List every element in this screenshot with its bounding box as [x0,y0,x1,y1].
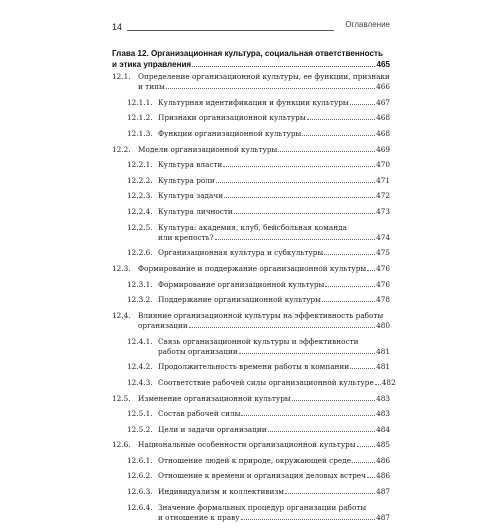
section-title-line: Культура власти [158,160,223,170]
section-page-number: 482 [381,377,396,387]
section-title [138,440,390,450]
section-number: 12.4.3. [127,377,153,387]
section-number: 12.4.1. [127,336,153,346]
dot-leader [357,446,375,447]
dot-leader [239,353,375,354]
section-number: 12.5.2. [127,424,153,434]
toc-entry[interactable] [112,207,390,217]
section-title-line: Отношение к времени и организация деловых встреч [158,471,366,481]
toc-entry[interactable] [112,98,390,108]
section-title-line: Национальные особенности организационной культуры [138,440,356,450]
section-page-number: 468 [376,128,390,138]
section-title-line: работы организации [158,346,238,356]
section-page-number: 466 [376,82,390,92]
dot-leader [241,415,375,416]
section-page-number: 474 [376,232,390,242]
section-title [158,456,390,466]
section-title [138,311,390,331]
toc-entry[interactable] [112,191,390,201]
section-number: 12.2.1. [127,160,153,170]
section-title-line: Культура задачи [158,191,224,201]
chapter-heading[interactable] [112,49,390,70]
toc-entry[interactable] [112,471,390,481]
section-number: 12.1.1. [127,97,153,107]
section-title-line: организации [138,320,188,330]
section-page-number: 476 [376,279,390,289]
dot-leader [375,384,381,385]
section-number: 12.5.1. [127,409,153,419]
section-title [138,394,390,404]
toc-entry[interactable] [112,72,390,92]
section-title-line: Функции организационной культуры [158,128,302,138]
toc-entry[interactable] [112,362,390,372]
dot-leader [322,301,375,302]
section-title [138,145,390,155]
section-page-number: 469 [376,144,390,154]
section-page-number: 481 [376,362,390,372]
section-title-line: и типы [138,82,165,92]
section-page-number: 480 [376,320,390,330]
section-title-line: Организационная культура и субкультуры [158,248,324,258]
header-rule [127,30,334,31]
section-title-line: Определение организационной культуры, ее функции, признаки [138,72,390,81]
section-title [158,503,390,523]
dot-leader [224,197,375,198]
toc-entry[interactable] [112,176,390,186]
dot-leader [350,104,375,105]
section-number: 12.2.4. [127,206,153,216]
toc-entry[interactable] [112,129,390,139]
section-page-number: 486 [376,471,390,481]
section-title [158,160,390,170]
dot-leader [324,254,375,255]
section-page-number: 472 [376,191,390,201]
dot-leader [189,327,375,328]
section-number: 12.5. [112,393,131,403]
section-page-number: 468 [376,113,390,123]
toc-entry[interactable] [112,311,390,331]
dot-leader [216,182,375,183]
section-number: 12.4. [112,310,131,320]
page-header [112,18,390,34]
section-page-number: 467 [376,97,390,107]
section-page-number: 471 [376,175,390,185]
section-title [158,248,390,258]
section-title [158,487,390,497]
section-title [158,191,390,201]
section-title-line: Связь организационной культуры и эффективности [158,336,359,346]
section-page-number: 484 [376,424,390,434]
toc-entry[interactable] [112,425,390,435]
dot-leader [367,477,375,478]
section-number: 12.6. [112,440,131,450]
dot-leader [285,493,375,494]
section-title-line: Признаки организационной культуры [158,113,306,123]
section-page-number: 476 [376,263,390,273]
section-title [158,129,390,139]
dot-leader [292,400,375,401]
toc-entry[interactable] [112,295,390,305]
section-title-line: Влияние организационной культуры на эффективность работы [138,310,384,320]
section-page-number: 475 [376,248,390,258]
toc-entry[interactable] [112,160,390,170]
toc-entry[interactable] [112,487,390,497]
dot-leader [350,368,375,369]
section-page-number: 486 [376,455,390,465]
toc-entry[interactable] [112,409,390,419]
section-number: 12.2.3. [127,191,153,201]
section-number: 12.2. [112,144,131,154]
section-title [158,425,390,435]
section-page-number: 487 [376,487,390,497]
section-number: 12.3. [112,263,131,273]
toc-entry[interactable] [112,223,390,243]
section-title-line: Культурная идентификация и функции культуры [158,97,349,107]
running-head: Оглавление [345,20,390,29]
section-page-number: 473 [376,206,390,216]
toc-entry[interactable] [112,394,390,404]
section-number: 12.6.3. [127,487,153,497]
section-title-line: Значение формальных процедур организации работы [158,502,367,512]
section-page-number: 481 [376,346,390,356]
section-number: 12.6.2. [127,471,153,481]
toc-entry[interactable] [112,503,390,523]
section-title [158,223,390,243]
dot-leader [215,239,376,240]
toc-entry[interactable] [112,456,390,466]
section-title [158,280,390,290]
section-title-line: Модели организационной культуры [138,144,278,154]
section-number: 12.3.1. [127,279,153,289]
section-number: 12.6.4. [127,502,153,512]
section-number: 12.2.5. [127,222,153,232]
section-title-line: Индивидуализм и коллективизм [158,487,284,497]
section-page-number: 478 [376,295,390,305]
section-number: 12.1. [112,72,131,81]
section-title-line: Формирование и поддержание организационной культуры [138,263,367,273]
toc-entry[interactable] [112,113,390,123]
dot-leader [307,119,375,120]
section-title [158,98,390,108]
dot-leader [367,270,375,271]
section-title [138,264,390,274]
section-number: 12.2.2. [127,175,153,185]
toc-list [112,72,396,528]
dot-leader [352,462,375,463]
section-number: 12.6.1. [127,455,153,465]
section-title-line: Состав рабочей силы [158,409,241,419]
section-title-line: Формирование организационной культуры [158,279,325,289]
section-title [158,471,390,481]
toc-entry[interactable] [112,440,390,450]
dot-leader [241,519,376,520]
section-number: 12.2.6. [127,248,153,258]
section-number: 12.1.2. [127,113,153,123]
section-page-number: 485 [376,440,390,450]
section-title [158,362,390,372]
section-title [158,409,390,419]
section-title [158,176,390,186]
section-title-line: Изменение организационной культуры [138,393,291,403]
section-title-line: и отношение к праву [158,512,240,522]
section-page-number: 483 [376,409,390,419]
toc-entry[interactable] [112,337,390,357]
section-number: 12.4.2. [127,362,153,372]
section-title-line: Поддержание организационной культуры [158,295,321,305]
dot-leader [278,151,375,152]
section-title-line: Культура роли [158,175,215,185]
toc-entry[interactable] [112,264,390,274]
section-title-line: Культура: академия, клуб, бейсбольная команда [158,222,347,232]
section-title [158,113,390,123]
section-title-line: или крепость? [158,232,214,242]
section-title [158,207,390,217]
toc-entry[interactable] [112,145,390,155]
dot-leader [223,166,375,167]
section-number: 12.3.2. [127,295,153,305]
section-title-line: Культура личности [158,206,233,216]
section-number: 12.1.3. [127,128,153,138]
section-title-line: Отношение людей к природе, окружающей среде [158,455,352,465]
section-title [158,377,396,388]
chapter-page-number: 465 [376,59,390,69]
toc-entry[interactable] [112,377,396,388]
toc-entry[interactable] [112,280,390,290]
section-title [138,72,390,92]
section-page-number: 487 [376,512,390,522]
page-number: 14 [112,22,123,32]
section-page-number: 470 [376,160,390,170]
dot-leader [166,88,375,89]
dot-leader [268,431,375,432]
section-title [158,295,390,305]
dot-leader [192,66,375,67]
section-page-number: 483 [376,393,390,403]
section-title-line: Продолжительность времени работы в компании [158,362,350,372]
section-title [158,337,390,357]
dot-leader [302,135,375,136]
chapter-title-line: и этика управления [112,59,192,69]
toc-entry[interactable] [112,248,390,258]
section-title-line: Соответствие рабочей силы организационной культуре [158,377,374,387]
chapter-title-line: Глава 12. Организационная культура, социальная ответственность [112,49,383,58]
dot-leader [234,213,375,214]
dot-leader [325,286,375,287]
section-title-line: Цели и задачи организации [158,424,267,434]
